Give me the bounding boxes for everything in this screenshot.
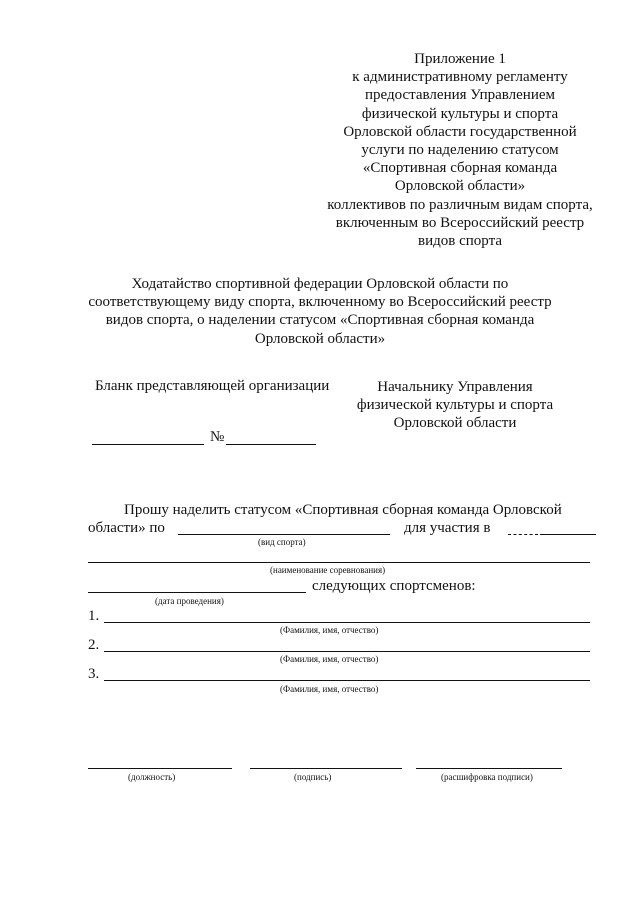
appendix-header: [300, 50, 620, 250]
participation-field-dashed[interactable]: [508, 534, 538, 535]
request-line-1: Прошу наделить статусом «Спортивная сборная команда Орловской: [124, 502, 562, 518]
blank-label: Бланк представляющей организации: [95, 378, 330, 394]
competition-caption: (наименование соревнования): [270, 565, 386, 575]
outgoing-number-line[interactable]: [226, 444, 316, 445]
appendix-line: физической культуры и спорта: [361, 105, 559, 122]
athlete-number: 3.: [88, 666, 100, 682]
addressee-line: физической культуры и спорта: [356, 397, 554, 414]
participation-label: для участия в: [404, 520, 491, 536]
addressee-line: Орловской области: [393, 415, 517, 432]
fio-caption: (Фамилия, имя, отчество): [280, 684, 379, 694]
document-title: [80, 275, 560, 348]
athlete-1-field[interactable]: [104, 622, 590, 623]
date-field[interactable]: [88, 592, 306, 593]
appendix-line: предоставления Управлением: [365, 87, 555, 104]
signature-caption: (подпись): [294, 772, 332, 782]
outgoing-date-line[interactable]: [92, 444, 204, 445]
sport-field[interactable]: [178, 534, 390, 535]
addressee-block: [340, 378, 570, 433]
position-field[interactable]: [88, 768, 232, 769]
appendix-line: видов спорта: [418, 233, 502, 250]
competition-field[interactable]: [88, 562, 590, 563]
athlete-3-field[interactable]: [104, 680, 590, 681]
signature-field[interactable]: [250, 768, 402, 769]
appendix-line: коллективов по различным видам спорта,: [327, 196, 593, 213]
athlete-number: 1.: [88, 608, 100, 624]
date-caption: (дата проведения): [155, 596, 224, 606]
athlete-2-field[interactable]: [104, 651, 590, 652]
following-athletes-label: следующих спортсменов:: [312, 578, 476, 594]
title-line: Ходатайство спортивной федерации Орловской области по: [131, 276, 509, 292]
athlete-number: 2.: [88, 637, 100, 653]
appendix-line: «Спортивная сборная команда: [362, 160, 558, 177]
signature-decoding-field[interactable]: [416, 768, 562, 769]
appendix-line: Орловской области»: [394, 178, 526, 195]
appendix-line: Приложение 1: [414, 51, 506, 67]
fio-caption: (Фамилия, имя, отчество): [280, 625, 379, 635]
title-line: видов спорта, о наделении статусом «Спортивная сборная команда: [105, 312, 535, 329]
appendix-line: к административному регламенту: [352, 69, 568, 86]
appendix-line: включенным во Всероссийский реестр: [335, 214, 585, 231]
request-line-2: области» по: [88, 520, 165, 536]
title-line: Орловской области»: [254, 330, 386, 347]
participation-field[interactable]: [540, 534, 596, 535]
number-sign: №: [210, 429, 225, 445]
fio-caption: (Фамилия, имя, отчество): [280, 654, 379, 664]
appendix-line: Орловской области государственной: [343, 123, 577, 140]
addressee-line: Начальнику Управления: [377, 379, 533, 395]
position-caption: (должность): [128, 772, 176, 782]
title-line: соответствующему виду спорта, включенному во Всероссийский реестр: [88, 294, 552, 311]
sport-caption: (вид спорта): [258, 537, 306, 547]
appendix-line: услуги по наделению статусом: [361, 142, 559, 159]
signature-decoding-caption: (расшифровка подписи): [441, 772, 533, 782]
